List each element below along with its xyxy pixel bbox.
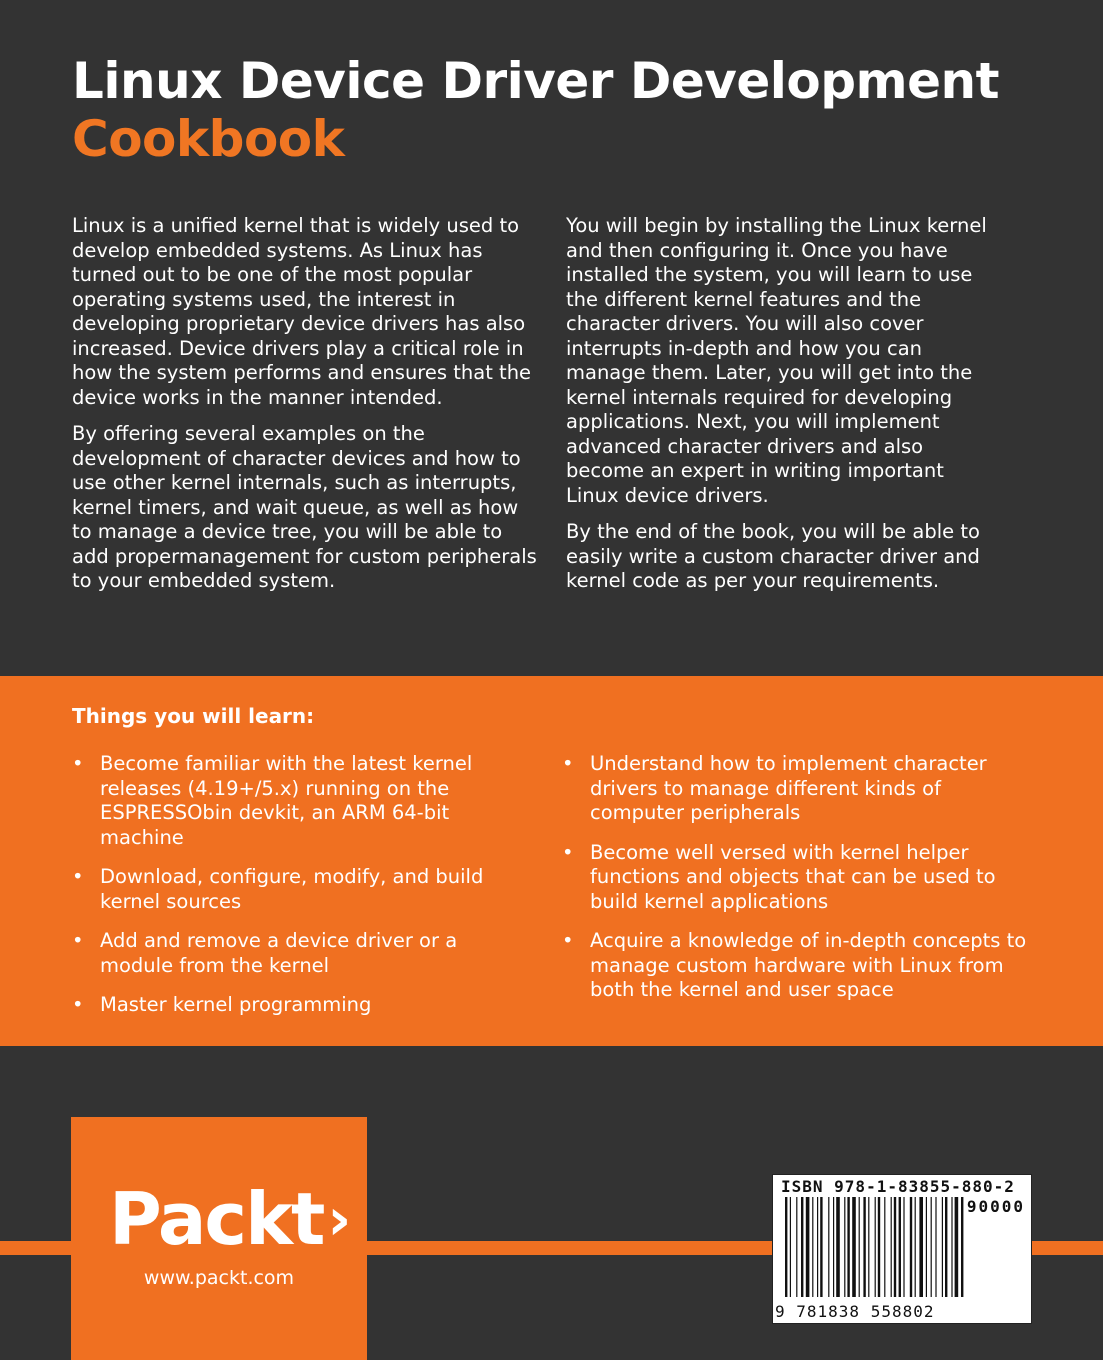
barcode (772, 1174, 1032, 1324)
learn-list-right (562, 752, 1032, 1018)
publisher-url: www.packt.com (143, 1267, 295, 1289)
bullet-icon: • (72, 752, 84, 775)
isbn-text: ISBN 978-1-83855-880-2 (781, 1177, 1015, 1196)
list-item-text: Understand how to implement character drivers to manage different kinds of computer peripherals (590, 752, 987, 824)
learn-heading: Things you will learn: (72, 704, 315, 728)
list-item-text: Acquire a knowledge of in-depth concepts to manage custom hardware with Linux from both the kernel and user space (590, 929, 1027, 1001)
bullet-icon: • (72, 865, 84, 888)
learn-list-left (72, 752, 492, 1033)
price-code: 90000 (966, 1197, 1025, 1216)
book-subtitle: Cookbook (72, 110, 345, 168)
title-block (72, 52, 999, 168)
bullet-icon: • (72, 929, 84, 952)
description-paragraph: By offering several examples on the development of character devices and how to use other kernel internals, such as interrupts, kernel timers, and wait queue, as well as how to manage a device tree, you will be able to add propermanagement for custom peripherals to your embedded system. (72, 422, 537, 592)
description-paragraph: Linux is a unified kernel that is widely used to develop embedded systems. As Linux has turned out to be one of the most popular operating systems used, the interest in developing proprietary device drivers has also increased. Device drivers play a critical role in how the system performs and ensures that the device works in the manner intended. (72, 214, 532, 409)
bullet-icon: • (72, 993, 84, 1016)
bullet-icon: • (562, 752, 574, 775)
description-paragraph: By the end of the book, you will be able to easily write a custom character driver and kernel code as per your requirements. (566, 520, 980, 592)
list-item (72, 752, 492, 850)
description-left (72, 214, 542, 606)
list-item-text: Master kernel programming (100, 993, 372, 1016)
description-right (566, 214, 996, 606)
bullet-icon: • (562, 840, 574, 864)
list-item (72, 993, 492, 1018)
packt-logo-text: Packt (109, 1177, 324, 1261)
book-title: Linux Device Driver Development (72, 52, 1000, 110)
list-item (562, 929, 1032, 1003)
list-item-text: Become well versed with kernel helper functions and objects that can be used to build kernel applications (590, 840, 996, 913)
chevron-right-icon: › (327, 1185, 350, 1253)
bullet-icon: • (562, 929, 574, 952)
list-item (562, 752, 1032, 826)
list-item (72, 865, 492, 914)
ean-text: 9 781838 558802 (773, 1302, 965, 1321)
list-item-text: Download, configure, modify, and build kernel sources (100, 865, 484, 913)
list-item-text: Become familiar with the latest kernel releases (4.19+/5.x) running on the ESPRESSObin devkit, an ARM 64-bit machine (100, 752, 473, 849)
barcode-bars-icon (785, 1197, 1021, 1297)
publisher-logo-box (71, 1117, 367, 1360)
list-item (72, 929, 492, 978)
packt-logo (109, 1179, 349, 1259)
description-paragraph: You will begin by installing the Linux kernel and then configuring it. Once you have installed the system, you will learn to use the different kernel features and the character drivers. You will also cover interrupts in-depth and how you can manage them. Later, you will get into the kernel internals required for developing applications. Next, you will implement advanced character drivers and also become an expert in writing important Linux device drivers. (566, 214, 987, 507)
list-item (562, 841, 1032, 915)
list-item-text: Add and remove a device driver or a module from the kernel (100, 929, 458, 977)
